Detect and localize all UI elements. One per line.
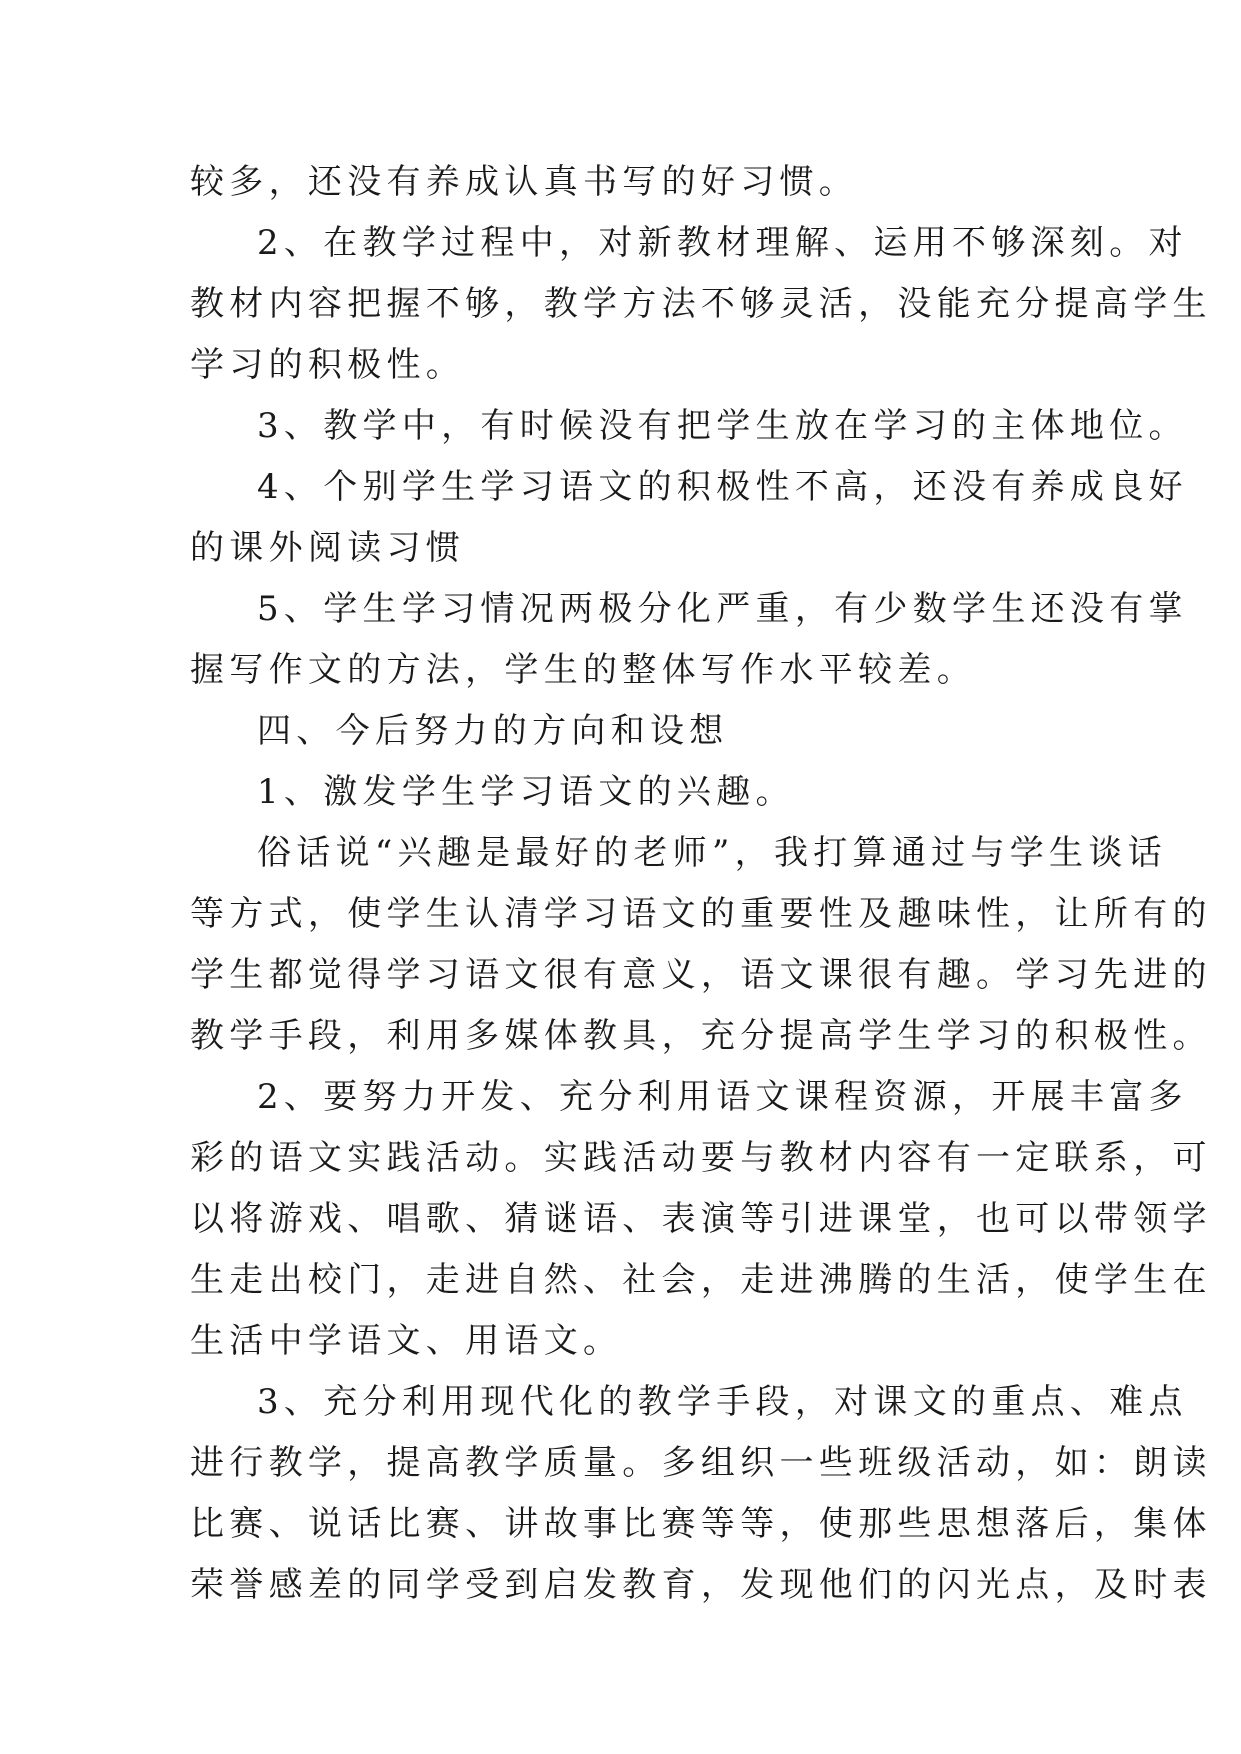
section-heading: 四、今后努力的方向和设想 (257, 711, 729, 751)
text-line: 彩的语文实践活动。实践活动要与教材内容有一定联系，可 (190, 1138, 1212, 1178)
text-line: 2、要努力开发、充分利用语文课程资源，开展丰富多 (257, 1077, 1188, 1117)
text-line: 荣誉感差的同学受到启发教育，发现他们的闪光点，及时表 (190, 1565, 1212, 1605)
text-line: 教材内容把握不够，教学方法不够灵活，没能充分提高学生 (190, 284, 1212, 324)
text-line: 较多，还没有养成认真书写的好习惯。 (190, 162, 859, 202)
text-line: 等方式，使学生认清学习语文的重要性及趣味性，让所有的 (190, 894, 1212, 934)
text-line: 以将游戏、唱歌、猜谜语、表演等引进课堂，也可以带领学 (190, 1199, 1212, 1239)
text-line: 生走出校门，走进自然、社会，走进沸腾的生活，使学生在 (190, 1260, 1212, 1300)
text-line: 1、激发学生学习语文的兴趣。 (257, 772, 795, 812)
text-line: 3、充分利用现代化的教学手段，对课文的重点、难点 (257, 1382, 1188, 1422)
text-line: 握写作文的方法，学生的整体写作水平较差。 (190, 650, 976, 690)
text-line: 3、教学中，有时候没有把学生放在学习的主体地位。 (257, 406, 1188, 446)
text-line: 2、在教学过程中，对新教材理解、运用不够深刻。对 (257, 223, 1188, 263)
text-line: 进行教学，提高教学质量。多组织一些班级活动，如：朗读 (190, 1443, 1212, 1483)
text-line: 学习的积极性。 (190, 345, 466, 385)
text-line: 教学手段，利用多媒体教具，充分提高学生学习的积极性。 (190, 1016, 1212, 1056)
text-line: 4、个别学生学习语文的积极性不高，还没有养成良好 (257, 467, 1188, 507)
text-line: 生活中学语文、用语文。 (190, 1321, 623, 1361)
text-line: 俗话说“兴趣是最好的老师”，我打算通过与学生谈话 (257, 833, 1167, 873)
document-body (190, 152, 1212, 1616)
text-line: 学生都觉得学习语文很有意义，语文课很有趣。学习先进的 (190, 955, 1212, 995)
text-line: 5、学生学习情况两极分化严重，有少数学生还没有掌 (257, 589, 1188, 629)
text-line: 比赛、说话比赛、讲故事比赛等等，使那些思想落后，集体 (190, 1504, 1212, 1544)
text-line: 的课外阅读习惯 (190, 528, 466, 568)
